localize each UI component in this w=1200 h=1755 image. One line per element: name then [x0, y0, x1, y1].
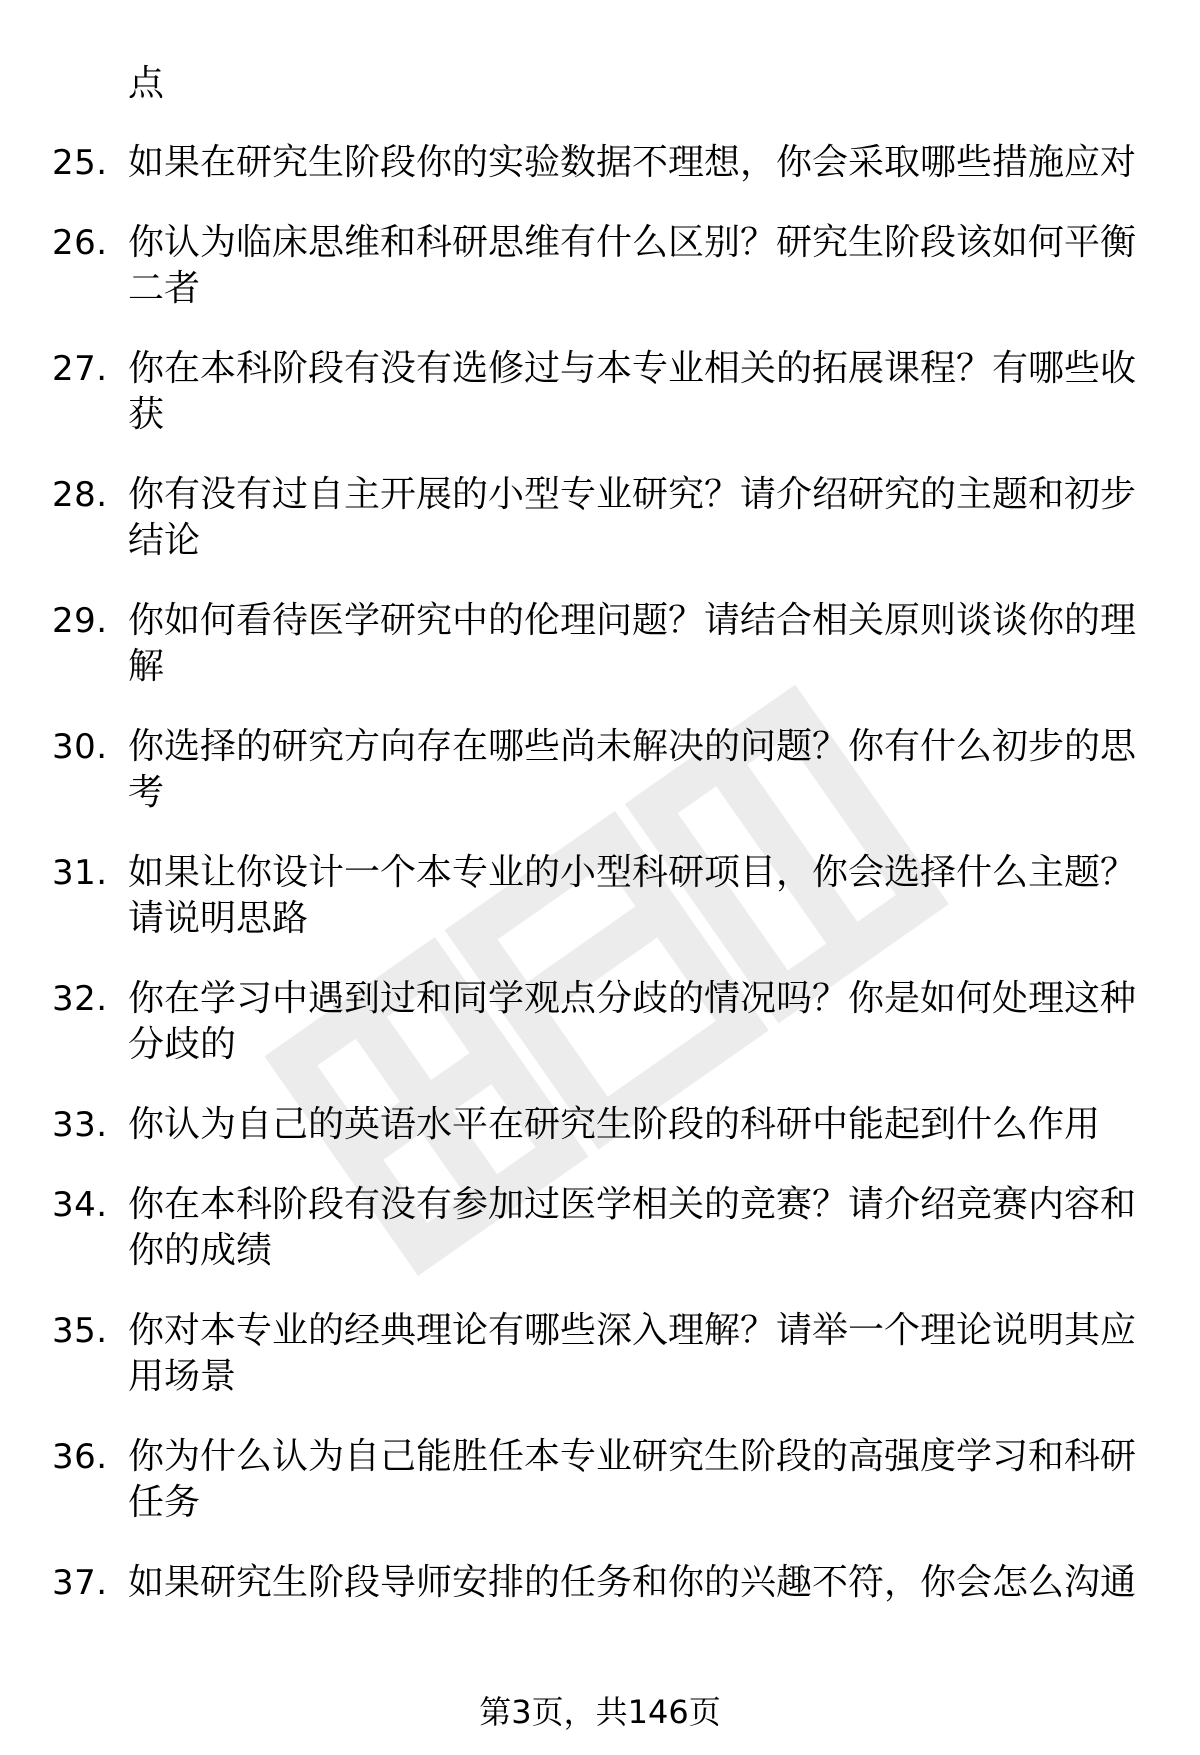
- question-number: 27.: [52, 349, 108, 389]
- page-footer: 第3页，共146页: [479, 1693, 721, 1731]
- question-text: 你为什么认为自己能胜任本专业研究生阶段的高强度学习和科研任务: [128, 1436, 1137, 1523]
- question-item: [0, 598, 1200, 690]
- question-text: 你在学习中遇到过和同学观点分歧的情况吗？你是如何处理这种分歧的: [128, 978, 1137, 1065]
- question-text: 如果研究生阶段导师安排的任务和你的兴趣不符，你会怎么沟通: [128, 1562, 1137, 1603]
- question-item: [0, 850, 1200, 942]
- question-item: [0, 220, 1200, 312]
- question-number: 25.: [52, 143, 108, 183]
- question-number: 30.: [52, 727, 108, 767]
- question-number: 29.: [52, 601, 108, 641]
- question-number: 35.: [52, 1311, 108, 1351]
- question-number: 37.: [52, 1563, 108, 1603]
- question-text: 你在本科阶段有没有参加过医学相关的竞赛？请介绍竞赛内容和你的成绩: [128, 1184, 1137, 1271]
- question-item: [0, 346, 1200, 438]
- question-item: [0, 724, 1200, 816]
- question-item: [0, 1434, 1200, 1526]
- question-text: 你认为临床思维和科研思维有什么区别？研究生阶段该如何平衡二者: [128, 222, 1137, 309]
- question-item: [0, 1182, 1200, 1274]
- question-number: 31.: [52, 853, 108, 893]
- question-number: 26.: [52, 223, 108, 263]
- question-text: 你认为自己的英语水平在研究生阶段的科研中能起到什么作用: [128, 1104, 1101, 1145]
- question-item: [0, 140, 1200, 186]
- question-text: 你有没有过自主开展的小型专业研究？请介绍研究的主题和初步结论: [128, 474, 1137, 561]
- question-text: 你如何看待医学研究中的伦理问题？请结合相关原则谈谈你的理解: [128, 600, 1137, 687]
- question-number: 34.: [52, 1185, 108, 1225]
- question-text: 你选择的研究方向存在哪些尚未解决的问题？你有什么初步的思考: [128, 726, 1137, 813]
- question-text: 如果让你设计一个本专业的小型科研项目，你会选择什么主题？请说明思路: [128, 852, 1137, 939]
- question-item: [0, 1308, 1200, 1400]
- continuation-text: 点: [128, 63, 165, 104]
- question-number: 33.: [52, 1105, 108, 1145]
- question-number: 28.: [52, 475, 108, 515]
- question-number: 36.: [52, 1437, 108, 1477]
- question-text: 你对本专业的经典理论有哪些深入理解？请举一个理论说明其应用场景: [128, 1310, 1137, 1397]
- question-item: [0, 1102, 1200, 1148]
- question-item: [0, 976, 1200, 1068]
- question-text: 如果在研究生阶段你的实验数据不理想，你会采取哪些措施应对: [128, 142, 1137, 183]
- question-item: [0, 1560, 1200, 1606]
- question-text: 你在本科阶段有没有选修过与本专业相关的拓展课程？有哪些收获: [128, 348, 1137, 435]
- question-list: [0, 140, 1200, 1640]
- question-number: 32.: [52, 979, 108, 1019]
- question-item: [0, 472, 1200, 564]
